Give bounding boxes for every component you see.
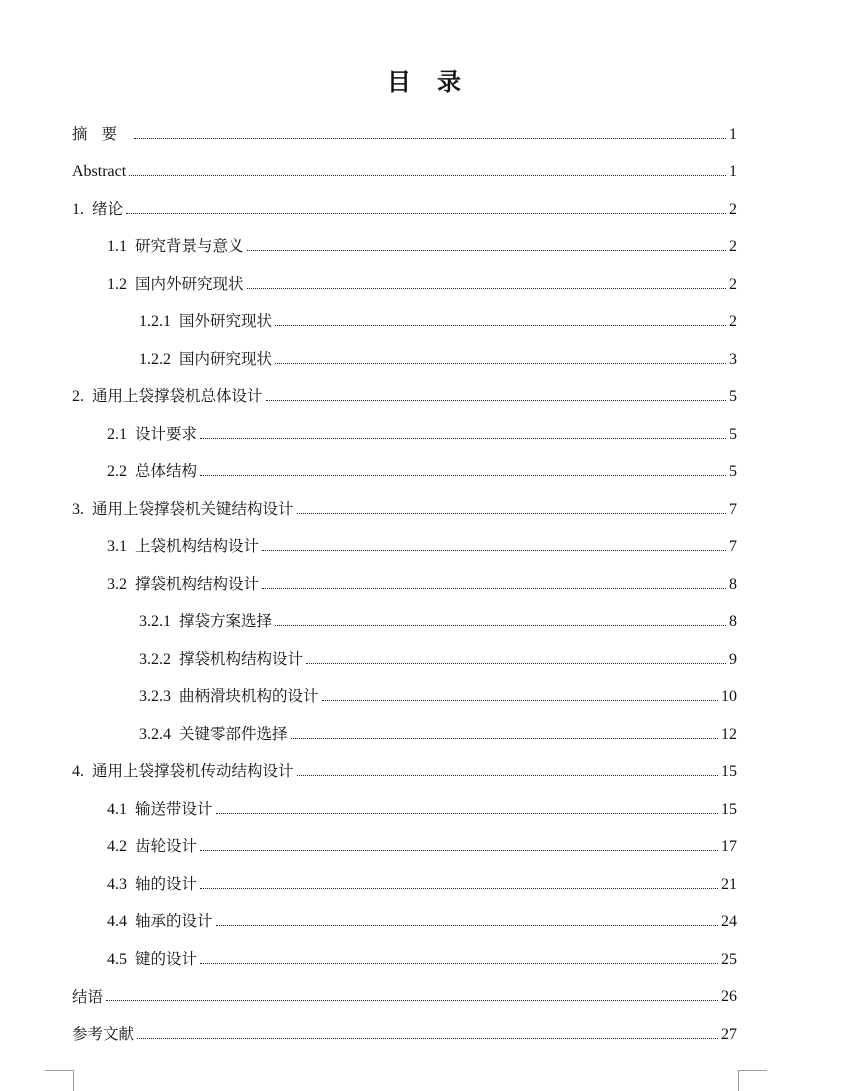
toc-page-number: 8 xyxy=(729,613,737,630)
toc-dot-leader xyxy=(200,963,718,964)
toc-page-number: 7 xyxy=(729,500,737,518)
toc-entry-text xyxy=(107,876,197,895)
toc-entry-text xyxy=(72,126,131,145)
toc-entry-text xyxy=(107,238,244,257)
toc-entry[interactable] xyxy=(72,782,737,820)
toc-entry-text xyxy=(72,201,123,220)
toc-entry[interactable] xyxy=(72,857,737,895)
toc-entry-text xyxy=(72,1026,134,1045)
toc-entry[interactable] xyxy=(72,407,737,445)
toc-dot-leader xyxy=(275,625,726,626)
toc-page-number: 8 xyxy=(729,575,737,593)
toc-entry-text xyxy=(139,613,272,632)
toc-entry-text xyxy=(139,313,272,332)
toc-entry-number: 3.2.4 xyxy=(139,725,171,743)
toc-entry[interactable] xyxy=(72,332,737,370)
toc-dot-leader xyxy=(200,475,726,476)
toc-entry-number: 3.2.1 xyxy=(139,613,171,630)
toc-dot-leader xyxy=(200,438,726,439)
toc-entry-label: 国内外研究现状 xyxy=(135,274,244,293)
toc-entry-text xyxy=(72,763,294,782)
toc-entry-label: 通用上袋撑袋机关键结构设计 xyxy=(92,499,294,518)
toc-entry-text xyxy=(72,388,263,407)
toc-entry-number: 2. xyxy=(72,388,84,405)
table-of-contents xyxy=(72,107,737,1045)
toc-entry-number: 1.2.1 xyxy=(139,313,171,330)
toc-page-number: 27 xyxy=(721,1025,737,1043)
toc-dot-leader xyxy=(297,775,718,776)
toc-entry[interactable] xyxy=(72,482,737,520)
toc-entry-label: 研究背景与意义 xyxy=(135,237,244,255)
toc-page-number: 1 xyxy=(729,163,737,180)
toc-entry-number: 3.1 xyxy=(107,538,127,555)
toc-entry-number: 3.2 xyxy=(107,575,127,593)
toc-title-char-2: 录 xyxy=(437,67,461,96)
toc-entry-number: 1.1 xyxy=(107,238,127,255)
toc-page-number: 25 xyxy=(721,950,737,968)
toc-entry-text xyxy=(139,726,288,745)
toc-dot-leader xyxy=(200,888,718,889)
toc-entry-text xyxy=(107,576,259,595)
page-corner-mark-right xyxy=(738,1070,767,1091)
toc-entry-text xyxy=(139,688,319,707)
toc-dot-leader xyxy=(216,925,718,926)
toc-entry[interactable] xyxy=(72,670,737,708)
toc-dot-leader xyxy=(137,1038,718,1039)
toc-entry-text xyxy=(107,276,244,295)
toc-entry[interactable] xyxy=(72,295,737,333)
toc-entry[interactable] xyxy=(72,820,737,858)
toc-page-number: 15 xyxy=(721,800,737,818)
toc-entry-label: Abstract xyxy=(72,163,127,180)
toc-entry[interactable] xyxy=(72,182,737,220)
toc-entry-number: 2.1 xyxy=(107,425,127,443)
toc-page-number: 5 xyxy=(729,388,737,405)
toc-entry-number: 2.2 xyxy=(107,463,127,480)
toc-entry-text xyxy=(107,838,197,857)
toc-entry-label: 轴承的设计 xyxy=(135,912,213,930)
toc-dot-leader xyxy=(134,138,726,139)
toc-entry[interactable] xyxy=(72,520,737,558)
toc-entry[interactable] xyxy=(72,745,737,783)
toc-title xyxy=(0,62,848,97)
toc-entry-text xyxy=(107,801,213,820)
toc-entry[interactable] xyxy=(72,970,737,1008)
toc-page-number: 26 xyxy=(721,988,737,1005)
toc-entry-label: 上袋机构结构设计 xyxy=(135,537,260,555)
toc-entry[interactable] xyxy=(72,932,737,970)
toc-dot-leader xyxy=(275,363,726,364)
toc-entry-number: 3. xyxy=(72,500,84,518)
toc-entry-label: 摘要 xyxy=(72,125,132,143)
toc-entry[interactable] xyxy=(72,107,737,145)
toc-page-number: 2 xyxy=(729,200,737,218)
toc-entry-number: 4.4 xyxy=(107,913,127,930)
toc-entry-label: 通用上袋撑袋机传动结构设计 xyxy=(92,762,294,780)
toc-dot-leader xyxy=(262,588,726,589)
toc-entry[interactable] xyxy=(72,370,737,408)
toc-entry-label: 曲柄滑块机构的设计 xyxy=(179,687,319,705)
toc-entry[interactable] xyxy=(72,595,737,633)
toc-page-number: 12 xyxy=(721,725,737,743)
toc-entry-number: 1.2.2 xyxy=(139,350,171,368)
toc-dot-leader xyxy=(247,288,726,289)
toc-dot-leader xyxy=(266,400,726,401)
toc-entry-number: 3.2.2 xyxy=(139,650,171,668)
toc-page-number: 1 xyxy=(729,125,737,143)
toc-dot-leader xyxy=(262,550,726,551)
toc-dot-leader xyxy=(129,175,726,176)
toc-entry[interactable] xyxy=(72,257,737,295)
toc-dot-leader xyxy=(322,700,718,701)
toc-dot-leader xyxy=(216,813,718,814)
toc-entry-text xyxy=(107,538,259,557)
toc-entry-text xyxy=(72,989,103,1008)
toc-entry[interactable] xyxy=(72,220,737,258)
toc-entry-label: 国外研究现状 xyxy=(179,312,273,330)
toc-entry-number: 3.2.3 xyxy=(139,688,171,705)
toc-entry-text xyxy=(107,463,197,482)
toc-entry-label: 撑袋机构结构设计 xyxy=(179,649,304,668)
toc-entry-label: 国内研究现状 xyxy=(179,349,273,368)
toc-entry-label: 设计要求 xyxy=(135,424,198,443)
toc-entry-text xyxy=(139,651,303,670)
toc-page-number: 9 xyxy=(729,650,737,668)
toc-entry-text xyxy=(139,351,272,370)
toc-page-number: 2 xyxy=(729,275,737,293)
toc-entry-label: 结语 xyxy=(72,987,104,1006)
toc-entry[interactable] xyxy=(72,557,737,595)
toc-page-number: 2 xyxy=(729,313,737,330)
toc-entry-number: 1. xyxy=(72,200,84,218)
toc-entry-label: 键的设计 xyxy=(135,949,198,968)
toc-entry[interactable] xyxy=(72,145,737,183)
toc-dot-leader xyxy=(106,1000,718,1001)
toc-dot-leader xyxy=(297,513,726,514)
toc-entry-number: 1.2 xyxy=(107,275,127,293)
toc-entry-number: 4. xyxy=(72,763,84,780)
toc-entry-label: 关键零部件选择 xyxy=(179,724,288,743)
toc-dot-leader xyxy=(200,850,718,851)
toc-entry-text xyxy=(72,163,126,182)
toc-page-number: 5 xyxy=(729,463,737,480)
toc-entry-label: 输送带设计 xyxy=(135,799,213,818)
toc-page-number: 24 xyxy=(721,913,737,930)
toc-entry-text xyxy=(72,501,294,520)
toc-entry[interactable] xyxy=(72,895,737,933)
toc-entry-text xyxy=(107,913,213,932)
toc-page-number: 3 xyxy=(729,350,737,368)
toc-dot-leader xyxy=(306,663,726,664)
toc-entry-number: 4.2 xyxy=(107,838,127,855)
toc-dot-leader xyxy=(247,250,726,251)
toc-entry-text xyxy=(107,426,197,445)
toc-entry-label: 撑袋机构结构设计 xyxy=(135,574,260,593)
toc-page-number: 10 xyxy=(721,688,737,705)
toc-dot-leader xyxy=(291,738,718,739)
toc-entry[interactable] xyxy=(72,632,737,670)
toc-entry-label: 通用上袋撑袋机总体设计 xyxy=(92,387,263,405)
toc-entry-label: 撑袋方案选择 xyxy=(179,612,273,630)
toc-entry-label: 绪论 xyxy=(92,199,124,218)
toc-entry[interactable] xyxy=(72,445,737,483)
toc-page-number: 21 xyxy=(721,875,737,893)
toc-entry[interactable] xyxy=(72,707,737,745)
toc-entry-text xyxy=(107,951,197,970)
toc-dot-leader xyxy=(126,213,726,214)
page-corner-mark-left xyxy=(45,1070,74,1091)
toc-title-char-1: 目 xyxy=(387,67,411,96)
toc-entry-label: 参考文献 xyxy=(72,1025,135,1043)
toc-entry[interactable] xyxy=(72,1007,737,1045)
toc-page-number: 5 xyxy=(729,425,737,443)
toc-page-number: 7 xyxy=(729,538,737,555)
toc-page-number: 15 xyxy=(721,763,737,780)
toc-entry-label: 齿轮设计 xyxy=(135,837,198,855)
toc-dot-leader xyxy=(275,325,726,326)
toc-entry-number: 4.1 xyxy=(107,800,127,818)
toc-entry-number: 4.3 xyxy=(107,875,127,893)
toc-entry-number: 4.5 xyxy=(107,950,127,968)
toc-entry-label: 轴的设计 xyxy=(135,874,198,893)
toc-entry-label: 总体结构 xyxy=(135,462,198,480)
toc-page-number: 17 xyxy=(721,838,737,855)
toc-page-number: 2 xyxy=(729,238,737,255)
